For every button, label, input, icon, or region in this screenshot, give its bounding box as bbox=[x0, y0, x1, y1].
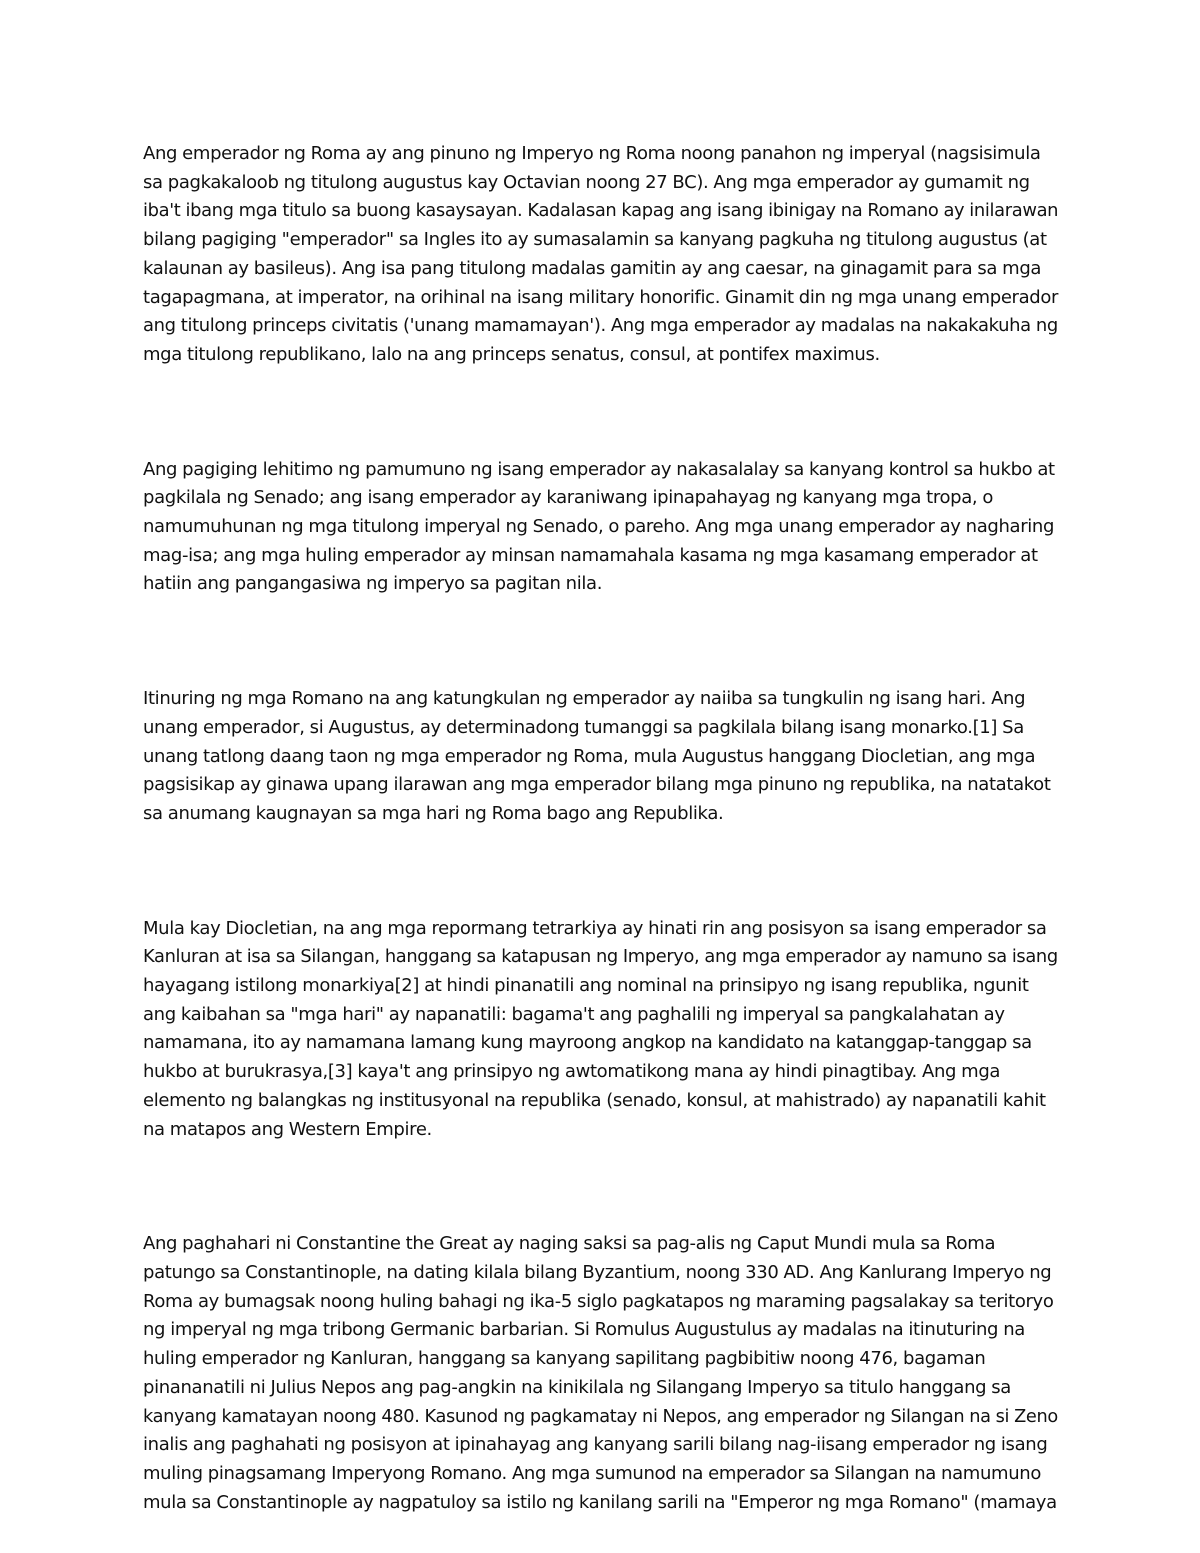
paragraph-spacer bbox=[143, 370, 1058, 456]
text-line: ang kaibahan sa "mga hari" ay napanatili: bagama't ang paghalili ng imperyal sa pangkalahatan ay bbox=[143, 1003, 1005, 1025]
text-line: kanyang kamatayan noong 480. Kasunod ng pagkamatay ni Nepos, ang emperador ng Silangan na si Zeno bbox=[143, 1405, 1058, 1427]
text-line: Ang emperador ng Roma ay ang pinuno ng Imperyo ng Roma noong panahon ng imperyal (nagsisimula bbox=[143, 143, 1041, 164]
paragraph-spacer bbox=[143, 1144, 1058, 1230]
text-line: sa anumang kaugnayan sa mga hari ng Roma bago ang Republika. bbox=[143, 802, 724, 824]
text-line: Kanluran at isa sa Silangan, hanggang sa katapusan ng Imperyo, ang mga emperador ay namuno sa isang bbox=[143, 946, 1058, 968]
text-line: mga titulong republikano, lalo na ang princeps senatus, consul, at pontifex maximus. bbox=[143, 343, 880, 365]
text-line: Mula kay Diocletian, na ang mga repormang tetrarkiya ay hinati rin ang posisyon sa isang emperador sa bbox=[143, 917, 1047, 939]
text-line: mula sa Constantinople ay nagpatuloy sa istilo ng kanilang sarili na "Emperor ng mga Romano" (mamaya bbox=[143, 1491, 1057, 1513]
text-line: na matapos ang Western Empire. bbox=[143, 1118, 432, 1140]
text-line: tagapagmana, at imperator, na orihinal na isang military honorific. Ginamit din ng mga unang emperador bbox=[143, 286, 1059, 308]
text-line: iba't ibang mga titulo sa buong kasaysayan. Kadalasan kapag ang isang ibinigay na Romano ay inilarawan bbox=[143, 200, 1059, 222]
paragraph-spacer bbox=[143, 829, 1058, 915]
text-line: kalaunan ay basileus). Ang isa pang titulong madalas gamitin ay ang caesar, na ginagamit para sa mga bbox=[143, 257, 1042, 279]
paragraph-3 bbox=[143, 685, 1058, 829]
text-line: patungo sa Constantinople, na dating kilala bilang Byzantium, noong 330 AD. Ang Kanlurang Imperyo ng bbox=[143, 1261, 1052, 1283]
document-body bbox=[143, 140, 1058, 1517]
paragraph-1 bbox=[143, 140, 1058, 370]
text-line: pagkilala ng Senado; ang isang emperador ay karaniwang ipinapahayag ng kanyang mga tropa, o bbox=[143, 487, 994, 509]
text-line: huling emperador ng Kanluran, hanggang sa kanyang sapilitang pagbibitiw noong 476, bagaman bbox=[143, 1348, 986, 1370]
text-line: inalis ang paghahati ng posisyon at ipinahayag ang kanyang sarili bilang nag-iisang emperador ng isang bbox=[143, 1434, 1048, 1456]
text-line: unang tatlong daang taon ng mga emperador ng Roma, mula Augustus hanggang Diocletian, ang mga bbox=[143, 745, 1036, 767]
text-line: bilang pagiging "emperador" sa Ingles ito ay sumasalamin sa kanyang pagkuha ng titulong augustus (at bbox=[143, 229, 1047, 251]
text-line: hayagang istilong monarkiya[2] at hindi pinanatili ang nominal na prinsipyo ng isang republika, ngunit bbox=[143, 975, 1029, 997]
text-line: unang emperador, si Augustus, ay determinadong tumanggi sa pagkilala bilang isang monarko.[1] Sa bbox=[143, 716, 1024, 738]
text-line: Roma ay bumagsak noong huling bahagi ng ika-5 siglo pagkatapos ng maraming pagsalakay sa teritoryo bbox=[143, 1290, 1054, 1312]
text-line: Ang paghahari ni Constantine the Great ay naging saksi sa pag-alis ng Caput Mundi mula sa Roma bbox=[143, 1233, 996, 1255]
paragraph-4 bbox=[143, 915, 1058, 1145]
text-line: pagsisikap ay ginawa upang ilarawan ang mga emperador bilang mga pinuno ng republika, na natatakot bbox=[143, 774, 1051, 796]
text-line: hatiin ang pangangasiwa ng imperyo sa pagitan nila. bbox=[143, 573, 603, 595]
paragraph-2 bbox=[143, 456, 1058, 600]
paragraph-spacer bbox=[143, 599, 1058, 685]
text-line: Itinuring ng mga Romano na ang katungkulan ng emperador ay naiiba sa tungkulin ng isang hari. Ang bbox=[143, 688, 1026, 710]
text-line: pinananatili ni Julius Nepos ang pag-angkin na kinikilala ng Silangang Imperyo sa titulo hanggang sa bbox=[143, 1376, 1011, 1398]
text-line: hukbo at burukrasya,[3] kaya't ang prinsipyo ng awtomatikong mana ay hindi pinagtibay. Ang mga bbox=[143, 1061, 1001, 1083]
text-line: sa pagkakaloob ng titulong augustus kay Octavian noong 27 BC). Ang mga emperador ay gumamit ng bbox=[143, 171, 1030, 193]
text-line: namumuhunan ng mga titulong imperyal ng Senado, o pareho. Ang mga unang emperador ay nagharing bbox=[143, 516, 1055, 538]
text-line: ng imperyal ng mga tribong Germanic barbarian. Si Romulus Augustulus ay madalas na itinuturing na bbox=[143, 1319, 1025, 1341]
text-line: ang titulong princeps civitatis ('unang mamamayan'). Ang mga emperador ay madalas na nakakakuha ng bbox=[143, 315, 1058, 337]
text-line: Ang pagiging lehitimo ng pamumuno ng isang emperador ay nakasalalay sa kanyang kontrol sa hukbo at bbox=[143, 458, 1055, 480]
text-line: namamana, ito ay namamana lamang kung mayroong angkop na kandidato na katanggap-tanggap sa bbox=[143, 1032, 1032, 1054]
text-line: mag-isa; ang mga huling emperador ay minsan namamahala kasama ng mga kasamang emperador at bbox=[143, 544, 1038, 566]
paragraph-5 bbox=[143, 1230, 1058, 1517]
text-line: elemento ng balangkas ng institusyonal na republika (senado, konsul, at mahistrado) ay napanatili kahit bbox=[143, 1089, 1046, 1111]
text-line: muling pinagsamang Imperyong Romano. Ang mga sumunod na emperador sa Silangan na namumuno bbox=[143, 1462, 1041, 1484]
